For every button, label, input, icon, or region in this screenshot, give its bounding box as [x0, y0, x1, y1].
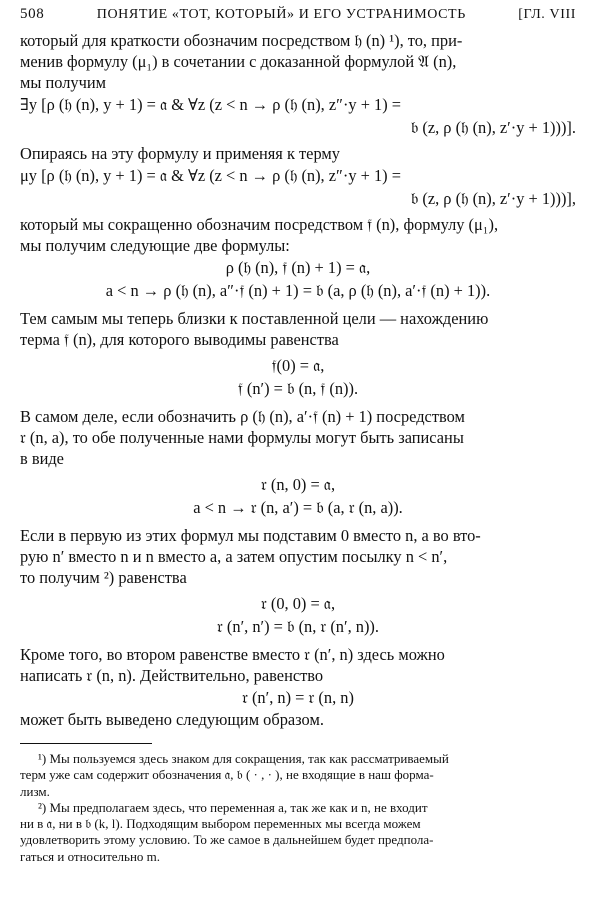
formula-1a: ∃y [ρ (𝔥 (n), y + 1) = 𝔞 & ∀z (z < n → ρ (𝔥 (n), z″·y + 1) =: [20, 95, 402, 114]
running-title: ПОНЯТИЕ «ТОТ, КОТОРЫЙ» И ЕГО УСТРАНИМОСТЬ: [96, 7, 466, 22]
chapter-label: [ГЛ. VIII: [518, 7, 576, 22]
paragraph-5: В самом деле, если обозначить ρ (𝔥 (n), a′·𝔣 (n) + 1) посредством 𝔯 (n, a), то обе полученные нами формулы могут быть записаны в виде: [20, 407, 465, 468]
paragraph-6: Если в первую из этих формул мы подставим 0 вместо n, а во вто- рую n′ вместо n и n вместо a, а затем опустим посылку n < n′, то получим ²) равенства: [20, 526, 481, 587]
formula-4b: 𝔣 (n′) = 𝔟 (n, 𝔣 (n)).: [237, 379, 359, 398]
formula-3b: a < n → ρ (𝔥 (n), a″·𝔣 (n) + 1) = 𝔟 (a, ρ (𝔥 (n), a′·𝔣 (n) + 1)).: [105, 281, 491, 300]
formula-3a: ρ (𝔥 (n), 𝔣 (n) + 1) = 𝔞,: [225, 258, 371, 277]
formula-5a: 𝔯 (n, 0) = 𝔞,: [260, 475, 336, 494]
formula-2b: 𝔟 (z, ρ (𝔥 (n), z′·y + 1)))],: [410, 189, 576, 208]
paragraph-2: Опираясь на эту формулу и применяя к терму: [20, 144, 340, 163]
formula-2a: μy [ρ (𝔥 (n), y + 1) = 𝔞 & ∀z (z < n → ρ (𝔥 (n), z″·y + 1) =: [20, 166, 401, 185]
paragraph-1: который для краткости обозначим посредством 𝔥 (n) ¹), то, при- менив формулу (μ₁) в сочетании с доказанной формулой 𝔄 (n), мы получим: [20, 31, 463, 92]
footnote-2: ²) Мы предполагаем здесь, что переменная a, так же как и n, не входит ни в 𝔞, ни в 𝔟 (k, l). Подходящим выбором переменных мы всегда можем удовлетворить этому условию. То же самое в дальнейшем будет предпола- гаться и относительно m.: [20, 799, 434, 864]
formula-1b: 𝔟 (z, ρ (𝔥 (n), z′·y + 1)))].: [410, 118, 576, 137]
footnote-1: ¹) Мы пользуемся здесь знаком для сокращения, так как рассматриваемый терм уже сам содержит обозначения 𝔞, 𝔟 ( · , · ), не входящие в наш форма- лизм.: [20, 751, 449, 799]
paragraph-4: Тем самым мы теперь близки к поставленной цели — нахождению терма 𝔣 (n), для которого выводимы равенства: [20, 309, 489, 349]
formula-4a: 𝔣(0) = 𝔞,: [271, 356, 325, 375]
formula-6a: 𝔯 (0, 0) = 𝔞,: [260, 594, 336, 613]
page-number: 508: [20, 6, 45, 22]
page-header: [20, 6, 576, 30]
formula-6b: 𝔯 (n′, n′) = 𝔟 (n, 𝔯 (n′, n)).: [217, 617, 379, 636]
footnote-divider: [20, 743, 152, 744]
paragraph-7: Кроме того, во втором равенстве вместо 𝔯 (n′, n) здесь можно написать 𝔯 (n, n). Действительно, равенство: [20, 645, 445, 685]
paragraph-3: который мы сокращенно обозначим посредством 𝔣 (n), формулу (μ₁), мы получим следующие две формулы:: [20, 215, 499, 255]
formula-5b: a < n → 𝔯 (n, a′) = 𝔟 (a, 𝔯 (n, a)).: [193, 498, 403, 517]
paragraph-8: может быть выведено следующим образом.: [20, 710, 324, 729]
book-page: [20, 6, 576, 865]
formula-7: 𝔯 (n′, n) = 𝔯 (n, n): [242, 688, 354, 707]
